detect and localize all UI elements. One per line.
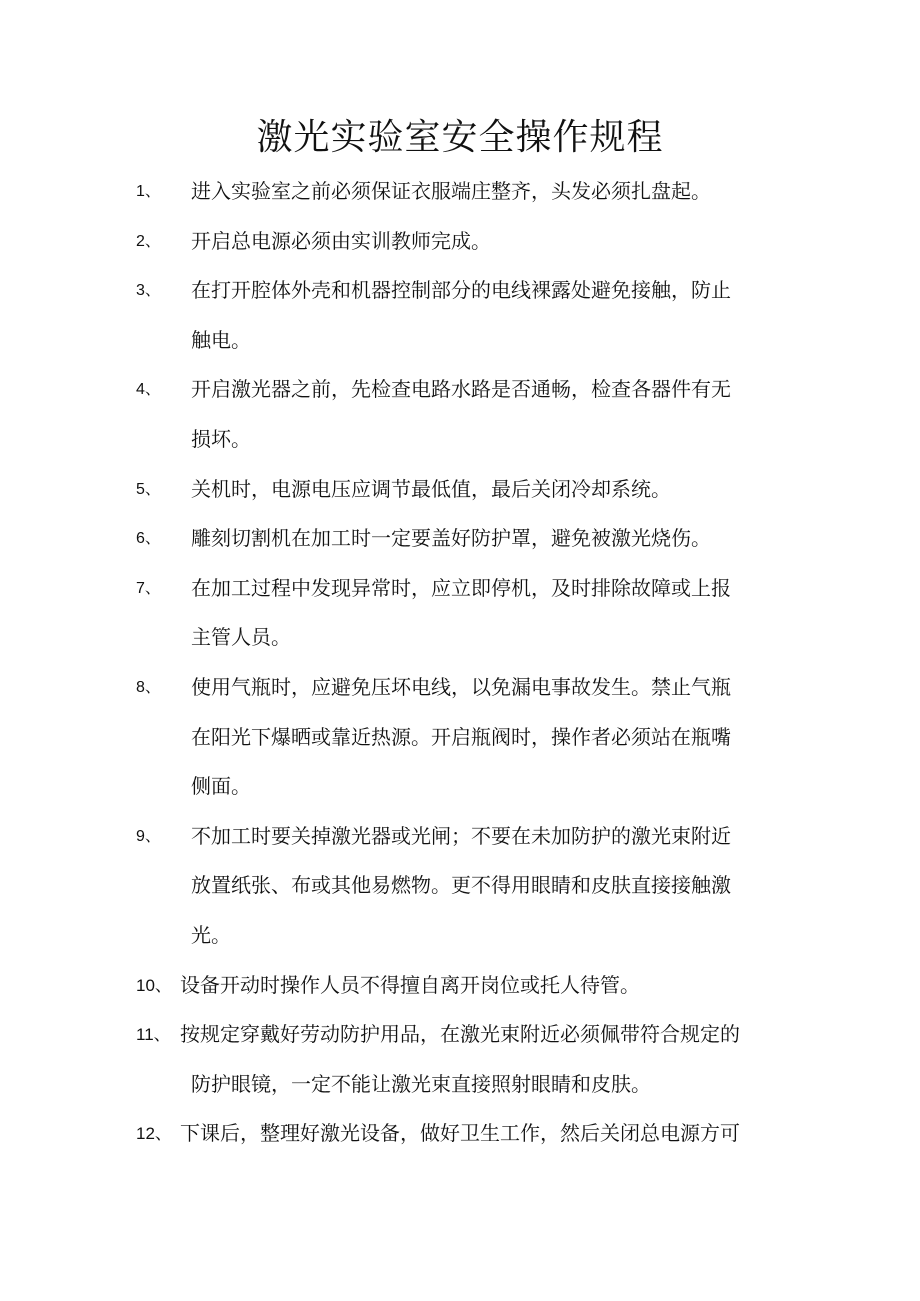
rule-number: 11、: [136, 1025, 171, 1045]
rule-text-line: 在加工过程中发现异常时，应立即停机，及时排除故障或上报: [191, 575, 731, 600]
rule-number: 12、: [136, 1124, 172, 1144]
rule-item: [0, 365, 920, 464]
rule-text-line: 光。: [191, 922, 231, 947]
rule-number: 5、: [136, 480, 161, 498]
rule-item: [0, 1109, 920, 1159]
rule-text-line: 开启总电源必须由实训教师完成。: [191, 228, 491, 253]
rule-item: [0, 564, 920, 663]
rule-text-line: 进入实验室之前必须保证衣服端庄整齐，头发必须扎盘起。: [191, 179, 711, 203]
rule-text-line: 按规定穿戴好劳动防护用品，在激光束附近必须佩带符合规定的: [180, 1022, 740, 1047]
rule-number: 6、: [136, 530, 161, 548]
rule-item: [0, 514, 920, 564]
rule-text-line: 下课后，整理好激光设备，做好卫生工作，然后关闭总电源方可: [180, 1121, 740, 1146]
rule-text-line: 侧面。: [191, 774, 251, 799]
rule-item: [0, 1010, 920, 1109]
rule-item: [0, 465, 920, 515]
rule-number: 2、: [136, 232, 161, 250]
rule-item: [0, 266, 920, 365]
rule-text-line: 不加工时要关掉激光器或光闸；不要在未加防护的激光束附近: [191, 823, 731, 848]
rule-text-line: 防护眼镜，一定不能让激光束直接照射眼睛和皮肤。: [191, 1071, 651, 1096]
rule-number: 7、: [136, 579, 161, 597]
rule-text-line: 触电。: [191, 327, 251, 352]
rule-number: 9、: [136, 827, 161, 845]
rule-item: [0, 167, 920, 217]
rule-number: 3、: [136, 282, 161, 300]
rule-item: [0, 812, 920, 961]
rule-text-line: 放置纸张、布或其他易燃物。更不得用眼睛和皮肤直接接触激: [191, 873, 731, 898]
rule-number: 1、: [136, 183, 161, 200]
rule-text-line: 在打开腔体外壳和机器控制部分的电线裸露处避免接触，防止: [191, 278, 731, 303]
rule-text-line: 在阳光下爆晒或靠近热源。开启瓶阀时，操作者必须站在瓶嘴: [191, 724, 731, 749]
rule-text-line: 关机时，电源电压应调节最低值，最后关闭冷却系统。: [191, 476, 671, 501]
rule-text-line: 使用气瓶时，应避免压坏电线，以免漏电事故发生。禁止气瓶: [191, 674, 731, 699]
rule-text-line: 主管人员。: [191, 625, 291, 650]
rule-text-line: 设备开动时操作人员不得擅自离开岗位或托人待管。: [180, 972, 640, 997]
rule-text-line: 开启激光器之前，先检查电路水路是否通畅，检查各器件有无: [191, 377, 731, 402]
rule-text-line: 雕刻切割机在加工时一定要盖好防护罩，避免被激光烧伤。: [191, 526, 711, 551]
rule-item: [0, 217, 920, 267]
rule-number: 8、: [136, 678, 161, 696]
rule-number: 10、: [136, 975, 172, 995]
rule-list: [0, 167, 920, 1159]
page-title: 激光实验室安全操作规程: [256, 117, 664, 158]
rule-text-line: 损坏。: [191, 426, 251, 451]
rule-number: 4、: [136, 381, 161, 399]
rule-item: [0, 961, 920, 1011]
rule-item: [0, 663, 920, 812]
